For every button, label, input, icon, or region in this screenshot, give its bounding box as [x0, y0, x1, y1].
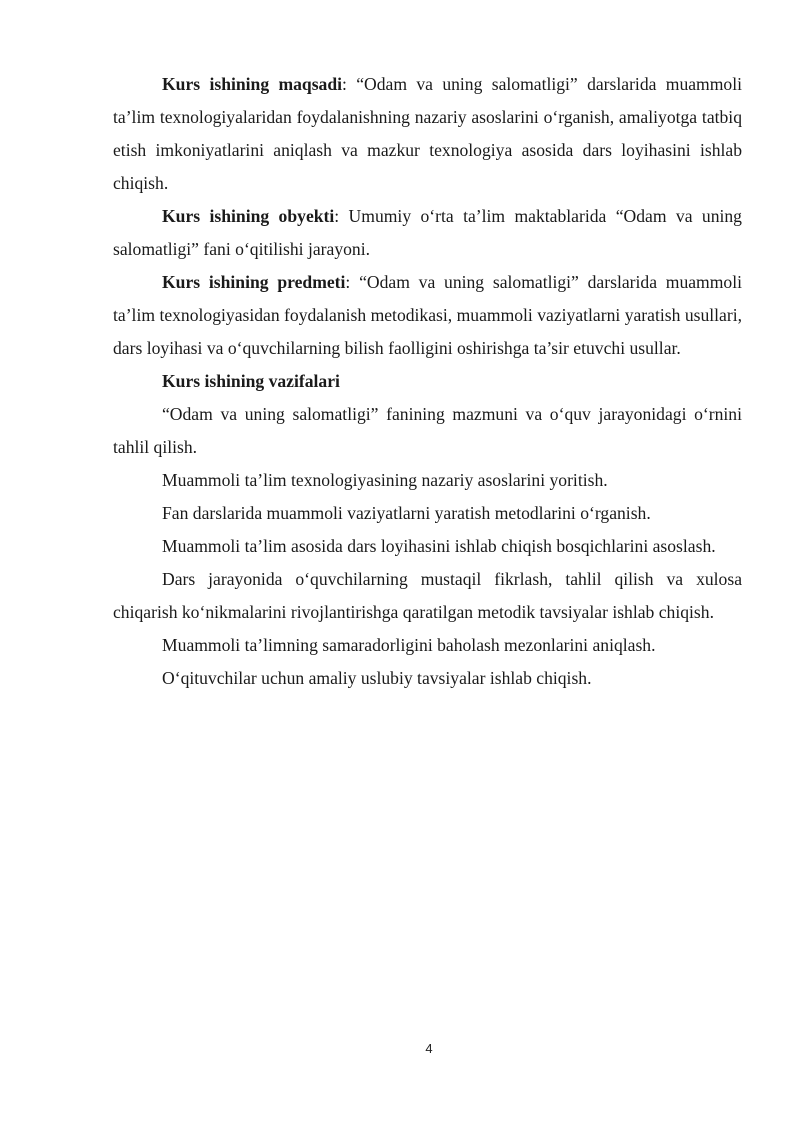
task-item — [113, 629, 742, 662]
paragraph-text: Muammoli ta’lim asosida dars loyihasini ishlab chiqish bosqichlarini asoslash. — [162, 536, 716, 556]
document-body — [113, 68, 742, 695]
paragraph-heading: Kurs ishining obyekti — [162, 206, 335, 226]
paragraph-tasks-heading — [113, 365, 742, 398]
task-item — [113, 398, 742, 464]
paragraph-text: : “Odam va uning salomatligi” darslarida muammoli ta’lim texnologiyalaridan foydalanishning nazariy asoslarini o‘rganish, amaliyotga tatbiq etish imkoniyatlarini aniqlash va mazkur texnologiya asosida dars loyihasini ishlab chiqish. — [113, 74, 742, 193]
paragraph-aim — [113, 68, 742, 200]
paragraph-heading: Kurs ishining predmeti — [162, 272, 346, 292]
paragraph-text: : “Odam va uning salomatligi” darslarida muammoli ta’lim texnologiyasidan foydalanish metodikasi, muammoli vaziyatlarni yaratish usullari, dars loyihasi va o‘quvchilarning bilish faolligini oshirishga ta’sir etuvchi usullar. — [113, 272, 743, 358]
paragraph-text: “Odam va uning salomatligi” fanining mazmuni va o‘quv jarayonidagi o‘rnini tahlil qilish. — [113, 404, 742, 457]
task-item — [113, 464, 742, 497]
task-item — [113, 497, 742, 530]
task-item — [113, 563, 742, 629]
paragraph-text: : Umumiy o‘rta ta’lim maktablarida “Odam va uning salomatligi” fani o‘qitilishi jarayoni. — [113, 206, 742, 259]
paragraph-text: Fan darslarida muammoli vaziyatlarni yaratish metodlarini o‘rganish. — [162, 503, 651, 523]
paragraph-heading: Kurs ishining maqsadi — [162, 74, 343, 94]
task-item — [113, 530, 742, 563]
paragraph-subject — [113, 266, 742, 365]
paragraph-text: Muammoli ta’limning samaradorligini baholash mezonlarini aniqlash. — [162, 635, 656, 655]
page-number: 4 — [425, 1041, 433, 1056]
paragraph-text: Dars jarayonida o‘quvchilarning mustaqil fikrlash, tahlil qilish va xulosa chiqarish ko‘nikmalarini rivojlantirishga qaratilgan metodik tavsiyalar ishlab chiqish. — [113, 569, 742, 622]
task-item — [113, 662, 742, 695]
paragraph-text: Muammoli ta’lim texnologiyasining nazariy asoslarini yoritish. — [162, 470, 608, 490]
paragraph-object — [113, 200, 742, 266]
paragraph-heading: Kurs ishining vazifalari — [162, 371, 340, 391]
paragraph-text: O‘qituvchilar uchun amaliy uslubiy tavsiyalar ishlab chiqish. — [162, 668, 592, 688]
